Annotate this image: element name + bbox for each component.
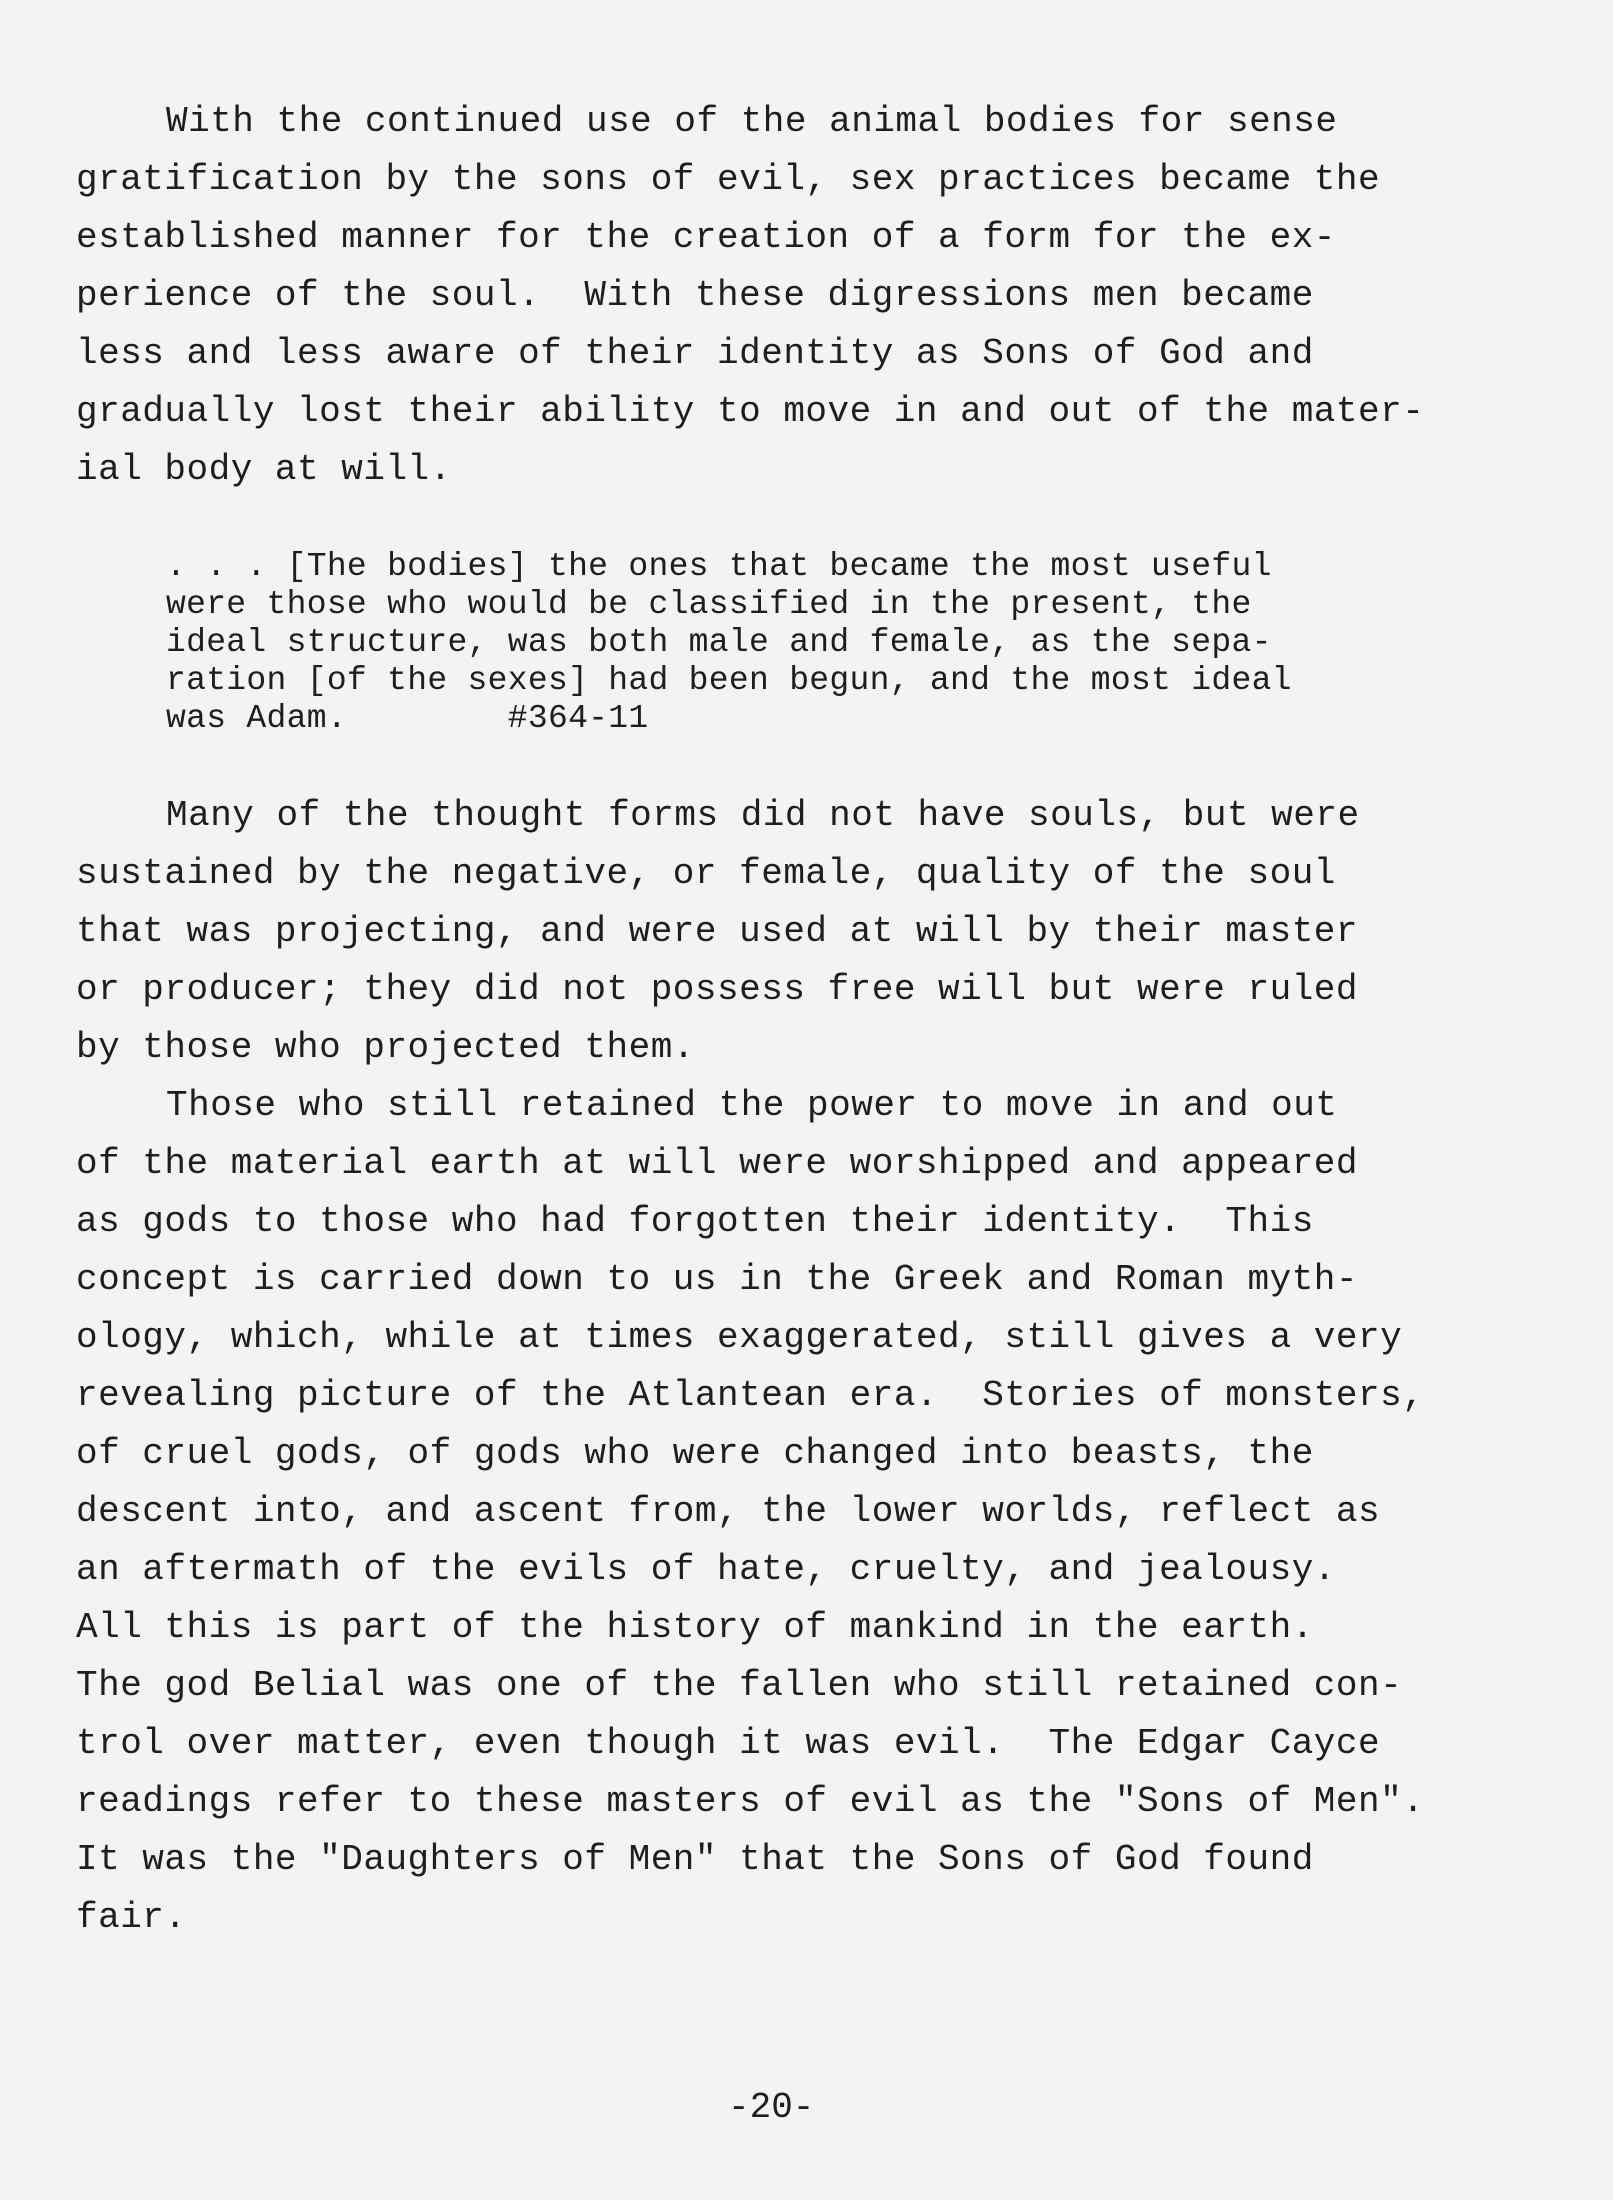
paragraph-2-line-4: or producer; they did not possess free will but were ruled <box>76 969 1359 1010</box>
paragraph-2-line-3: that was projecting, and were used at will by their master <box>76 911 1359 952</box>
paragraph-2-line-2: sustained by the negative, or female, quality of the soul <box>76 853 1336 894</box>
paragraph-3-line-10: All this is part of the history of mankind in the earth. <box>76 1607 1314 1648</box>
paragraph-3-line-12: trol over matter, even though it was evil. The Edgar Cayce <box>76 1723 1381 1764</box>
paragraph-3-line-14: It was the "Daughters of Men" that the Sons of God found <box>76 1839 1314 1880</box>
paragraph-2-line-5: by those who projected them. <box>76 1027 695 1068</box>
paragraph-3-line-6: revealing picture of the Atlantean era. Stories of monsters, <box>76 1375 1425 1416</box>
paragraph-1-line-3: established manner for the creation of a form for the ex- <box>76 217 1336 258</box>
paragraph-1-line-1: With the continued use of the animal bodies for sense <box>166 101 1338 142</box>
quote-line-1: . . . [The bodies] the ones that became the most useful <box>166 548 1272 585</box>
paragraph-3-line-11: The god Belial was one of the fallen who still retained con- <box>76 1665 1403 1706</box>
paragraph-3-line-8: descent into, and ascent from, the lower worlds, reflect as <box>76 1491 1381 1532</box>
paragraph-1-line-5: less and less aware of their identity as Sons of God and <box>76 333 1314 374</box>
page-number: -20- <box>728 2087 815 2128</box>
paragraph-3-line-1: Those who still retained the power to move in and out <box>166 1085 1338 1126</box>
paragraph-1-line-2: gratification by the sons of evil, sex practices became the <box>76 159 1381 200</box>
paragraph-3-line-15: fair. <box>76 1897 187 1938</box>
quote-line-4: ration [of the sexes] had been begun, and the most ideal <box>166 662 1292 699</box>
paragraph-1-line-6: gradually lost their ability to move in and out of the mater- <box>76 391 1425 432</box>
quote-line-3: ideal structure, was both male and female, as the sepa- <box>166 624 1272 661</box>
paragraph-3-line-2: of the material earth at will were worshipped and appeared <box>76 1143 1359 1184</box>
quote-line-2: were those who would be classified in the present, the <box>166 586 1252 623</box>
paragraph-3-line-7: of cruel gods, of gods who were changed into beasts, the <box>76 1433 1314 1474</box>
paragraph-1-line-7: ial body at will. <box>76 449 452 490</box>
paragraph-2-line-1: Many of the thought forms did not have souls, but were <box>166 795 1360 836</box>
paragraph-3-line-13: readings refer to these masters of evil as the "Sons of Men". <box>76 1781 1425 1822</box>
paragraph-3-line-5: ology, which, while at times exaggerated, still gives a very <box>76 1317 1403 1358</box>
quote-line-5-citation: was Adam. #364-11 <box>166 700 649 737</box>
paragraph-3-line-4: concept is carried down to us in the Greek and Roman myth- <box>76 1259 1359 1300</box>
paragraph-3-line-9: an aftermath of the evils of hate, cruelty, and jealousy. <box>76 1549 1336 1590</box>
paragraph-1-line-4: perience of the soul. With these digressions men became <box>76 275 1314 316</box>
paragraph-3-line-3: as gods to those who had forgotten their identity. This <box>76 1201 1314 1242</box>
